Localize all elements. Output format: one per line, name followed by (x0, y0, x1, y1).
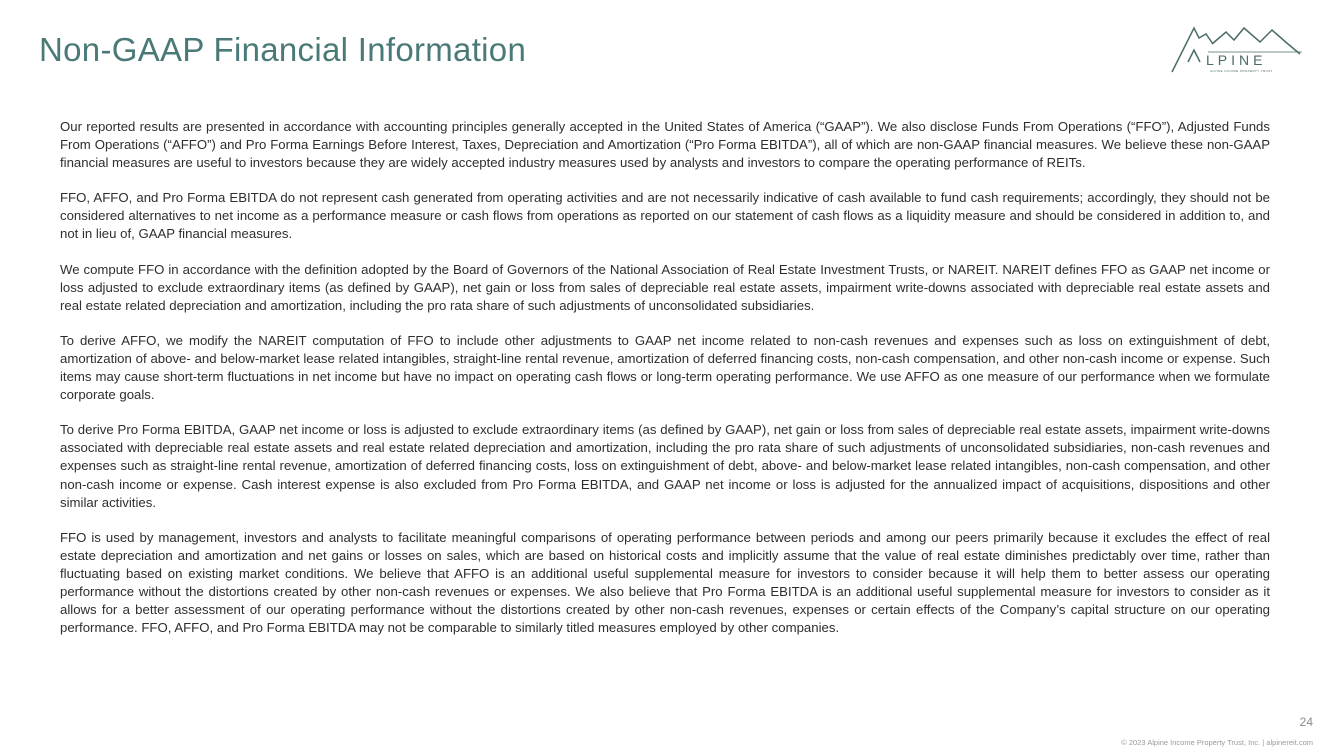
paragraph-usefulness: FFO is used by management, investors and analysts to facilitate meaningful comparisons of operating performance between periods and among our peers primarily because it excludes the effect of real estate depreciation and amortization and net gains or losses on sales, which are based on historical costs and implicitly assume that the value of real estate diminishes predictably over time, rather than fluctuating based on existing market conditions. We believe that AFFO is an additional useful supplemental measure for investors to consider because it will help them to better assess our operating performance without the distortions created by other non-cash revenues or expenses. We also believe that Pro Forma EBITDA is an additional useful supplemental measure for investors to consider as it allows for a better assessment of our operating performance without the distortions created by other non-cash revenues, expenses or certain effects of the Company’s capital structure on our operating performance. FFO, AFFO, and Pro Forma EBITDA may not be comparable to similarly titled measures employed by other companies. (60, 529, 1270, 636)
logo-tagline: ALPINE INCOME PROPERTY TRUST (1210, 69, 1273, 73)
logo-initial: A (1171, 71, 1172, 72)
paragraph-ffo-definition: We compute FFO in accordance with the definition adopted by the Board of Governors of the National Association of Real Estate Investment Trusts, or NAREIT. NAREIT defines FFO as GAAP net income or loss adjusted to exclude extraordinary items (as defined by GAAP), net gain or loss from sales of depreciable real estate assets, impairment write-downs associated with depreciable real estate assets and real estate related depreciation and amortization, including the pro rata share of such adjustments of unconsolidated subsidiaries. (60, 261, 1270, 313)
paragraph-affo-definition: To derive AFFO, we modify the NAREIT computation of FFO to include other adjustments to GAAP net income related to non-cash revenues and expenses such as loss on extinguishment of debt, amortization of above- and below-market lease related intangibles, straight-line rental revenue, amortization of deferred financing costs, non-cash compensation, and other non-cash income or expense. Such items may cause short-term fluctuations in net income but have no impact on operating cash flows or long-term operating performance. We use AFFO as one measure of our performance when we formulate corporate goals. (60, 332, 1270, 403)
paragraph-ebitda-definition: To derive Pro Forma EBITDA, GAAP net income or loss is adjusted to exclude extraordinary items (as defined by GAAP), net gain or loss from sales of depreciable real estate assets, impairment write-downs associated with depreciable real estate assets and real estate related depreciation and amortization, including the pro rata share of such adjustments of unconsolidated subsidiaries, non-cash revenues and expenses such as straight-line rental revenue, amortization of deferred financing costs, loss on extinguishment of debt, above- and below-market lease related intangibles, non-cash compensation, and other non-cash income or expense. Cash interest expense is also excluded from Pro Forma EBITDA, and GAAP net income or loss is adjusted for the annualized impact of acquisitions, dispositions and other similar activities. (60, 422, 1270, 510)
alpine-logo (1168, 22, 1308, 74)
logo-wordmark: LPINE (1206, 52, 1267, 68)
disclosure-body (60, 118, 1270, 654)
paragraph-cash-disclaimer: FFO, AFFO, and Pro Forma EBITDA do not represent cash generated from operating activities and are not necessarily indicative of cash available to fund cash requirements; accordingly, they should not be considered alternatives to net income as a performance measure or cash flows from operations as reported on our statement of cash flows as a liquidity measure and should be considered in addition to, and not in lieu of, GAAP financial measures. (60, 190, 1270, 242)
paragraph-gaap-reporting: Our reported results are presented in accordance with accounting principles generally accepted in the United States of America (“GAAP”). We also disclose Funds From Operations (“FFO”), Adjusted Funds From Operations (“AFFO”) and Pro Forma Earnings Before Interest, Taxes, Depreciation and Amortization (“Pro Forma EBITDA”), all of which are non-GAAP financial measures. We believe these non-GAAP financial measures are useful to investors because they are widely accepted industry measures used by analysts and investors to compare the operating performance of REITs. (60, 119, 1270, 171)
page-title: Non-GAAP Financial Information (39, 31, 527, 68)
footer-copyright: © 2023 Alpine Income Property Trust, Inc. | alpinereit.com (1121, 738, 1313, 747)
page-number: 24 (1299, 715, 1313, 729)
